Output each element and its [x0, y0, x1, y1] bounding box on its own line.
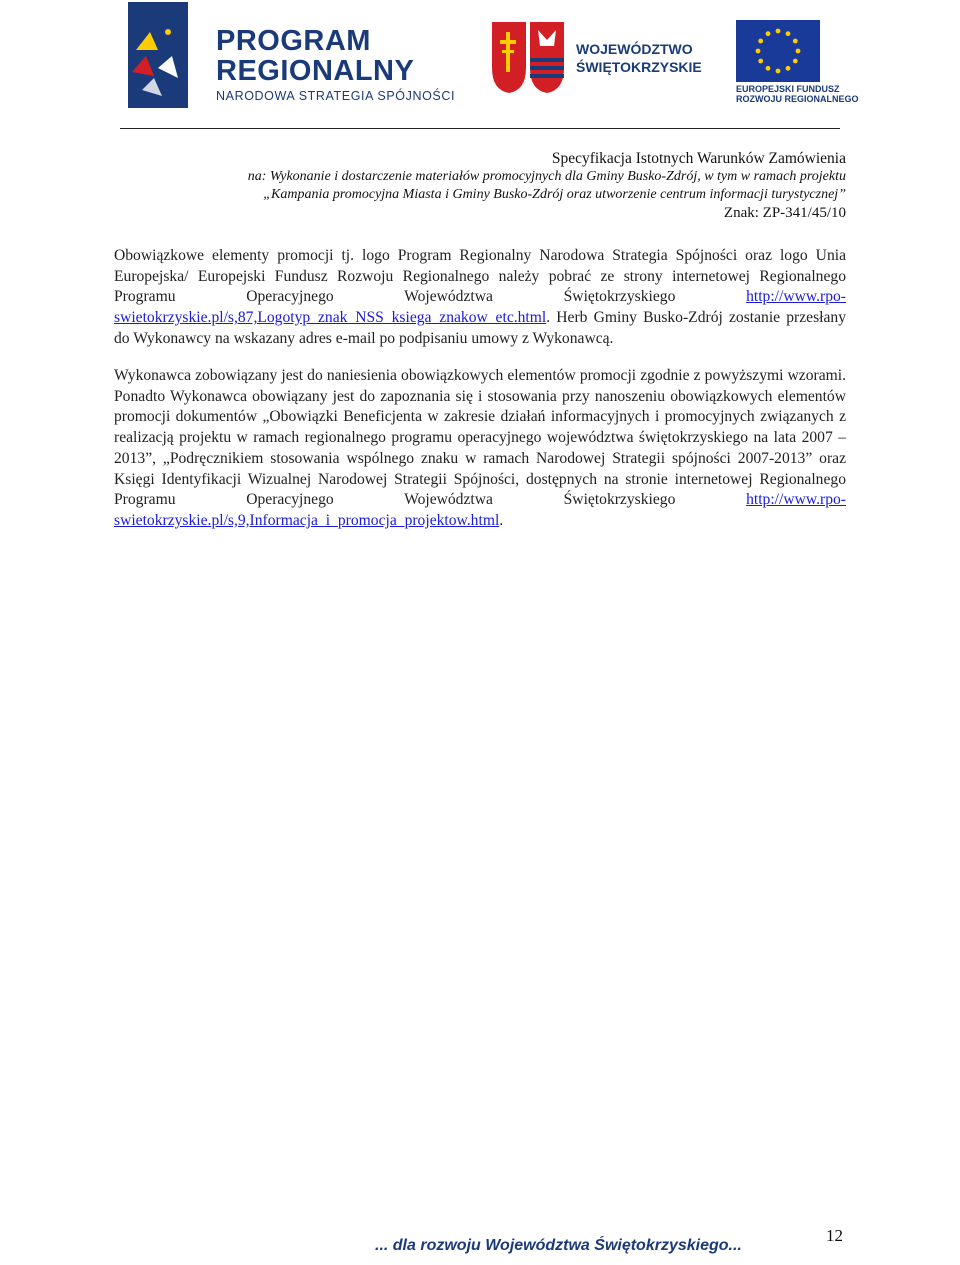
eu-star-icon — [786, 66, 791, 71]
promotion-info-link[interactable]: http://www.rpo-swietokrzyskie.pl/s,9,Informacja_i_promocja_projektow.html — [114, 491, 846, 529]
paragraph-promotion-elements — [114, 246, 846, 350]
wojewodztwo-logo-text — [576, 40, 702, 76]
coat-of-arms-icon — [490, 20, 566, 95]
program-logo-line3: NARODOWA STRATEGIA SPÓJNOŚCI — [216, 89, 456, 103]
wojewodztwo-logo-line2: ŚWIĘTOKRZYSKIE — [576, 59, 702, 75]
eu-flag-icon — [736, 20, 820, 82]
program-logo-line1: PROGRAM — [216, 25, 371, 57]
program-logo-line2: REGIONALNY — [216, 55, 415, 87]
eu-logo-text — [736, 84, 859, 104]
program-regionalny-emblem-icon — [128, 2, 188, 108]
logo-download-link[interactable]: http://www.rpo-swietokrzyskie.pl/s,87,Logotyp_znak_NSS_ksiega_znakow_etc.html — [114, 288, 846, 327]
eu-star-icon — [758, 59, 763, 64]
footer-slogan: ... dla rozwoju Województwa Świętokrzyskiego... — [375, 1237, 742, 1254]
eu-star-icon — [766, 31, 771, 36]
paragraph-contractor-obligations — [114, 366, 846, 532]
subject-line-1: na: Wykonanie i dostarczenie materiałów promocyjnych dla Gminy Busko-Zdrój, w tym w ramach projektu — [247, 169, 846, 184]
eu-star-icon — [776, 69, 781, 74]
eu-fund-logo — [736, 20, 860, 104]
p2-text-b: . — [499, 511, 504, 529]
reference-number: Znak: ZP-341/45/10 — [723, 205, 846, 221]
wojewodztwo-logo — [490, 20, 710, 95]
eu-star-icon — [793, 39, 798, 44]
p1-text-b: . Herb Gminy Busko-Zdrój zostanie przesłany do Wykonawcy na wskazany adres e-mail po podpisaniu umowy z Wykonawcą. — [114, 309, 846, 347]
p1-text-a: Obowiązkowe elementy promocji tj. logo Program Regionalny Narodowa Strategia Spójności oraz logo Unia Europejska/ Europejski Fundusz Rozwoju Regionalnego należy pobrać ze strony internetowej Regionalnego Programu Operacyjnego Województwa Świętokrzyskiego — [114, 247, 846, 306]
eu-logo-line1: EUROPEJSKI FUNDUSZ — [736, 84, 840, 94]
eu-star-icon — [758, 39, 763, 44]
eu-star-icon — [776, 29, 781, 34]
eu-logo-line2: ROZWOJU REGIONALNEGO — [736, 94, 859, 104]
p2-text-a: Wykonawca zobowiązany jest do naniesienia obowiązkowych elementów promocji zgodnie z powyższymi wzorami. Ponadto Wykonawca obowiązany jest do zapoznania się i stosowania przy nanoszeniu obowiązkowych elementów promocji dokumentów „Obowiązki Beneficjenta w zakresie działań informacyjnych i promocyjnych związanych z realizacją projektu w ramach regionalnego programu operacyjnego województwa świętokrzyskiego na lata 2007 – 2013”, „Podręcznikiem stosowania wspólnego znaku w ramach Narodowej Strategii spójności 2007-2013” oraz Księgi Identyfikacji Wizualnej Narodowej Strategii Spójności, dostępnych na stronie internetowej Regionalnego Programu Operacyjnego Województwa Świętokrzyskiego — [114, 367, 846, 509]
page-number: 12 — [826, 1226, 843, 1245]
eu-star-icon — [796, 49, 801, 54]
eu-star-icon — [766, 66, 771, 71]
subject-line-2: „Kampania promocyjna Miasta i Gminy Busko-Zdrój oraz utworzenie centrum informacji turystycznej” — [263, 187, 846, 202]
program-regionalny-logo — [128, 2, 468, 108]
spec-title: Specyfikacja Istotnych Warunków Zamówienia — [551, 150, 846, 167]
eu-star-icon — [793, 59, 798, 64]
document-header — [248, 150, 846, 222]
eu-star-icon — [786, 31, 791, 36]
header-divider — [120, 128, 840, 129]
wojewodztwo-logo-line1: WOJEWÓDZTWO — [576, 41, 693, 57]
eu-star-icon — [756, 49, 761, 54]
